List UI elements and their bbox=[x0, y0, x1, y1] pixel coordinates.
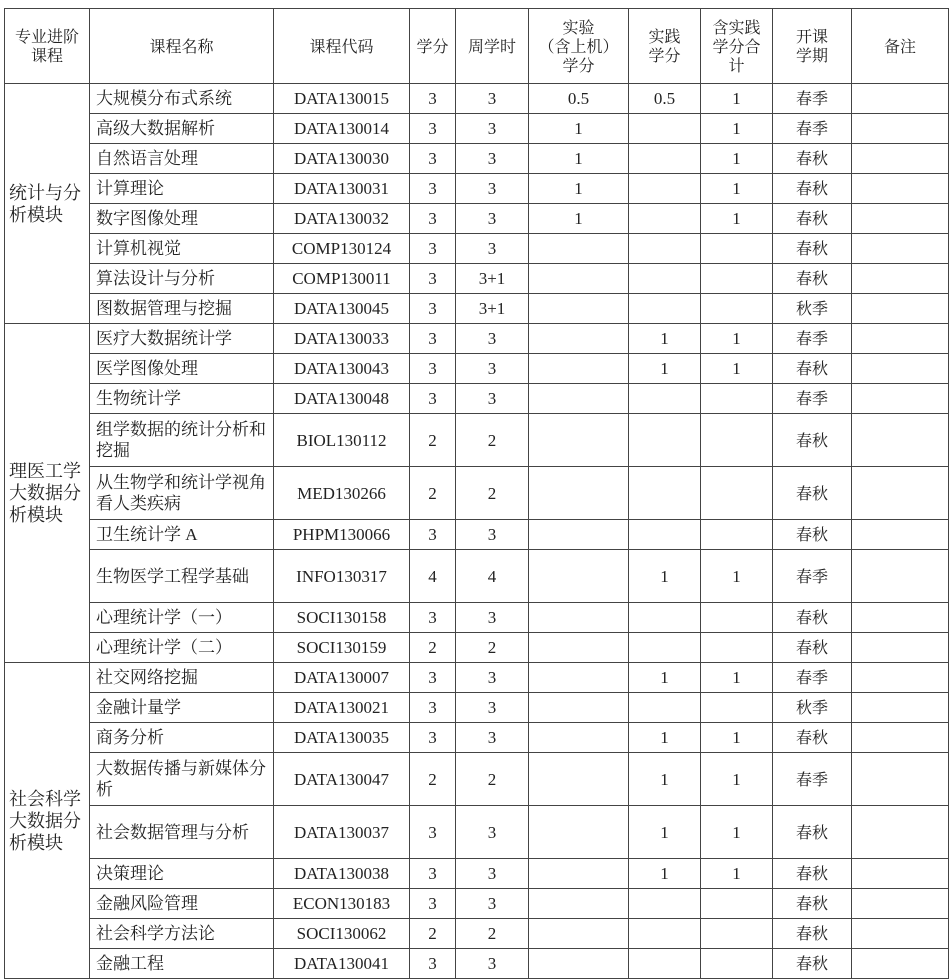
course-name-cell: 大规模分布式系统 bbox=[90, 84, 274, 114]
course-code-cell: DATA130035 bbox=[274, 723, 410, 753]
term-cell: 春秋 bbox=[773, 633, 852, 663]
header-credits: 学分 bbox=[410, 9, 456, 84]
term-cell: 春季 bbox=[773, 324, 852, 354]
total-practice-cell: 1 bbox=[701, 84, 773, 114]
weekly-hours-cell: 3 bbox=[456, 663, 529, 693]
course-code-cell: PHPM130066 bbox=[274, 520, 410, 550]
notes-cell bbox=[852, 919, 949, 949]
term-cell: 春季 bbox=[773, 663, 852, 693]
total-practice-cell: 1 bbox=[701, 144, 773, 174]
practice-credits-cell bbox=[629, 414, 701, 467]
course-code-cell: DATA130030 bbox=[274, 144, 410, 174]
practice-credits-cell: 1 bbox=[629, 859, 701, 889]
total-practice-cell: 1 bbox=[701, 174, 773, 204]
table-header bbox=[5, 9, 949, 84]
course-name-cell: 生物统计学 bbox=[90, 384, 274, 414]
credits-cell: 3 bbox=[410, 603, 456, 633]
lab-credits-cell bbox=[529, 859, 629, 889]
weekly-hours-cell: 3 bbox=[456, 384, 529, 414]
total-practice-cell bbox=[701, 467, 773, 520]
practice-credits-cell bbox=[629, 889, 701, 919]
course-name-cell: 大数据传播与新媒体分析 bbox=[90, 753, 274, 806]
lab-credits-cell: 1 bbox=[529, 174, 629, 204]
table-row bbox=[5, 114, 949, 144]
credits-cell: 3 bbox=[410, 949, 456, 979]
weekly-hours-cell: 3 bbox=[456, 693, 529, 723]
lab-credits-cell: 0.5 bbox=[529, 84, 629, 114]
course-name-cell: 图数据管理与挖掘 bbox=[90, 294, 274, 324]
notes-cell bbox=[852, 520, 949, 550]
course-code-cell: INFO130317 bbox=[274, 550, 410, 603]
course-name-cell: 决策理论 bbox=[90, 859, 274, 889]
table-row bbox=[5, 84, 949, 114]
table-row bbox=[5, 324, 949, 354]
header-course-name: 课程名称 bbox=[90, 9, 274, 84]
total-practice-cell: 1 bbox=[701, 204, 773, 234]
table-row bbox=[5, 859, 949, 889]
weekly-hours-cell: 3 bbox=[456, 144, 529, 174]
total-practice-cell bbox=[701, 693, 773, 723]
course-code-cell: COMP130011 bbox=[274, 264, 410, 294]
total-practice-cell bbox=[701, 603, 773, 633]
module-cell: 理医工学大数据分析模块 bbox=[5, 324, 90, 663]
notes-cell bbox=[852, 663, 949, 693]
total-practice-cell bbox=[701, 264, 773, 294]
credits-cell: 3 bbox=[410, 204, 456, 234]
weekly-hours-cell: 3+1 bbox=[456, 294, 529, 324]
lab-credits-cell bbox=[529, 354, 629, 384]
course-code-cell: COMP130124 bbox=[274, 234, 410, 264]
credits-cell: 3 bbox=[410, 384, 456, 414]
total-practice-cell bbox=[701, 633, 773, 663]
notes-cell bbox=[852, 723, 949, 753]
practice-credits-cell bbox=[629, 114, 701, 144]
credits-cell: 3 bbox=[410, 234, 456, 264]
course-name-cell: 从生物学和统计学视角看人类疾病 bbox=[90, 467, 274, 520]
credits-cell: 3 bbox=[410, 806, 456, 859]
weekly-hours-cell: 3 bbox=[456, 859, 529, 889]
total-practice-cell: 1 bbox=[701, 806, 773, 859]
course-name-cell: 计算机视觉 bbox=[90, 234, 274, 264]
table-body bbox=[5, 84, 949, 979]
course-code-cell: SOCI130158 bbox=[274, 603, 410, 633]
practice-credits-cell: 0.5 bbox=[629, 84, 701, 114]
practice-credits-cell bbox=[629, 174, 701, 204]
term-cell: 春秋 bbox=[773, 949, 852, 979]
course-name-cell: 医疗大数据统计学 bbox=[90, 324, 274, 354]
total-practice-cell bbox=[701, 520, 773, 550]
course-name-cell: 数字图像处理 bbox=[90, 204, 274, 234]
term-cell: 春季 bbox=[773, 550, 852, 603]
course-code-cell: MED130266 bbox=[274, 467, 410, 520]
course-name-cell: 商务分析 bbox=[90, 723, 274, 753]
credits-cell: 3 bbox=[410, 354, 456, 384]
weekly-hours-cell: 3+1 bbox=[456, 264, 529, 294]
course-code-cell: DATA130015 bbox=[274, 84, 410, 114]
practice-credits-cell: 1 bbox=[629, 354, 701, 384]
course-code-cell: DATA130032 bbox=[274, 204, 410, 234]
course-name-cell: 金融风险管理 bbox=[90, 889, 274, 919]
practice-credits-cell: 1 bbox=[629, 550, 701, 603]
weekly-hours-cell: 3 bbox=[456, 324, 529, 354]
table-row bbox=[5, 889, 949, 919]
header-lab-credits: 实验 （含上机） 学分 bbox=[529, 9, 629, 84]
term-cell: 春秋 bbox=[773, 467, 852, 520]
course-code-cell: DATA130043 bbox=[274, 354, 410, 384]
term-cell: 秋季 bbox=[773, 294, 852, 324]
lab-credits-cell bbox=[529, 414, 629, 467]
course-name-cell: 生物医学工程学基础 bbox=[90, 550, 274, 603]
table-row bbox=[5, 753, 949, 806]
header-module: 专业进阶 课程 bbox=[5, 9, 90, 84]
course-name-cell: 社交网络挖掘 bbox=[90, 663, 274, 693]
credits-cell: 3 bbox=[410, 144, 456, 174]
header-course-code: 课程代码 bbox=[274, 9, 410, 84]
credits-cell: 3 bbox=[410, 84, 456, 114]
notes-cell bbox=[852, 294, 949, 324]
term-cell: 春秋 bbox=[773, 264, 852, 294]
credits-cell: 2 bbox=[410, 467, 456, 520]
lab-credits-cell bbox=[529, 603, 629, 633]
weekly-hours-cell: 3 bbox=[456, 806, 529, 859]
header-row bbox=[5, 9, 949, 84]
course-code-cell: BIOL130112 bbox=[274, 414, 410, 467]
notes-cell bbox=[852, 204, 949, 234]
notes-cell bbox=[852, 354, 949, 384]
total-practice-cell bbox=[701, 234, 773, 264]
course-code-cell: DATA130045 bbox=[274, 294, 410, 324]
credits-cell: 2 bbox=[410, 414, 456, 467]
lab-credits-cell bbox=[529, 919, 629, 949]
lab-credits-cell bbox=[529, 633, 629, 663]
practice-credits-cell bbox=[629, 467, 701, 520]
table-row bbox=[5, 806, 949, 859]
term-cell: 春秋 bbox=[773, 144, 852, 174]
notes-cell bbox=[852, 889, 949, 919]
course-code-cell: DATA130037 bbox=[274, 806, 410, 859]
notes-cell bbox=[852, 114, 949, 144]
total-practice-cell: 1 bbox=[701, 753, 773, 806]
course-name-cell: 医学图像处理 bbox=[90, 354, 274, 384]
credits-cell: 3 bbox=[410, 693, 456, 723]
notes-cell bbox=[852, 949, 949, 979]
course-code-cell: DATA130033 bbox=[274, 324, 410, 354]
lab-credits-cell bbox=[529, 384, 629, 414]
notes-cell bbox=[852, 753, 949, 806]
practice-credits-cell bbox=[629, 264, 701, 294]
practice-credits-cell bbox=[629, 384, 701, 414]
credits-cell: 3 bbox=[410, 264, 456, 294]
lab-credits-cell bbox=[529, 663, 629, 693]
credits-cell: 2 bbox=[410, 633, 456, 663]
practice-credits-cell: 1 bbox=[629, 663, 701, 693]
weekly-hours-cell: 3 bbox=[456, 723, 529, 753]
practice-credits-cell bbox=[629, 520, 701, 550]
course-code-cell: DATA130041 bbox=[274, 949, 410, 979]
practice-credits-cell: 1 bbox=[629, 723, 701, 753]
course-name-cell: 组学数据的统计分析和挖掘 bbox=[90, 414, 274, 467]
credits-cell: 3 bbox=[410, 723, 456, 753]
header-practice-credits: 实践 学分 bbox=[629, 9, 701, 84]
lab-credits-cell bbox=[529, 949, 629, 979]
credits-cell: 3 bbox=[410, 114, 456, 144]
practice-credits-cell bbox=[629, 919, 701, 949]
weekly-hours-cell: 3 bbox=[456, 114, 529, 144]
course-name-cell: 社会数据管理与分析 bbox=[90, 806, 274, 859]
course-code-cell: SOCI130159 bbox=[274, 633, 410, 663]
notes-cell bbox=[852, 84, 949, 114]
course-code-cell: SOCI130062 bbox=[274, 919, 410, 949]
lab-credits-cell bbox=[529, 520, 629, 550]
table-row bbox=[5, 294, 949, 324]
table-row bbox=[5, 633, 949, 663]
notes-cell bbox=[852, 324, 949, 354]
course-name-cell: 算法设计与分析 bbox=[90, 264, 274, 294]
total-practice-cell: 1 bbox=[701, 324, 773, 354]
table-row bbox=[5, 949, 949, 979]
weekly-hours-cell: 3 bbox=[456, 520, 529, 550]
table-row bbox=[5, 723, 949, 753]
total-practice-cell: 1 bbox=[701, 114, 773, 144]
total-practice-cell: 1 bbox=[701, 550, 773, 603]
total-practice-cell: 1 bbox=[701, 663, 773, 693]
practice-credits-cell: 1 bbox=[629, 324, 701, 354]
table-row bbox=[5, 603, 949, 633]
table-row bbox=[5, 174, 949, 204]
term-cell: 春秋 bbox=[773, 234, 852, 264]
total-practice-cell bbox=[701, 414, 773, 467]
notes-cell bbox=[852, 633, 949, 663]
header-total-practice: 含实践 学分合 计 bbox=[701, 9, 773, 84]
term-cell: 春秋 bbox=[773, 603, 852, 633]
module-cell: 社会科学大数据分析模块 bbox=[5, 663, 90, 979]
term-cell: 春季 bbox=[773, 384, 852, 414]
practice-credits-cell bbox=[629, 693, 701, 723]
course-code-cell: DATA130047 bbox=[274, 753, 410, 806]
lab-credits-cell bbox=[529, 723, 629, 753]
lab-credits-cell bbox=[529, 264, 629, 294]
weekly-hours-cell: 3 bbox=[456, 84, 529, 114]
lab-credits-cell bbox=[529, 889, 629, 919]
term-cell: 春秋 bbox=[773, 859, 852, 889]
credits-cell: 3 bbox=[410, 889, 456, 919]
total-practice-cell bbox=[701, 294, 773, 324]
lab-credits-cell bbox=[529, 693, 629, 723]
term-cell: 春秋 bbox=[773, 806, 852, 859]
credits-cell: 3 bbox=[410, 859, 456, 889]
notes-cell bbox=[852, 174, 949, 204]
practice-credits-cell bbox=[629, 144, 701, 174]
course-code-cell: ECON130183 bbox=[274, 889, 410, 919]
practice-credits-cell: 1 bbox=[629, 753, 701, 806]
header-term: 开课 学期 bbox=[773, 9, 852, 84]
table-row bbox=[5, 354, 949, 384]
lab-credits-cell bbox=[529, 234, 629, 264]
term-cell: 秋季 bbox=[773, 693, 852, 723]
table-row bbox=[5, 467, 949, 520]
module-cell: 统计与分析模块 bbox=[5, 84, 90, 324]
weekly-hours-cell: 3 bbox=[456, 603, 529, 633]
lab-credits-cell bbox=[529, 550, 629, 603]
practice-credits-cell bbox=[629, 294, 701, 324]
practice-credits-cell bbox=[629, 603, 701, 633]
weekly-hours-cell: 2 bbox=[456, 919, 529, 949]
lab-credits-cell: 1 bbox=[529, 144, 629, 174]
term-cell: 春秋 bbox=[773, 204, 852, 234]
table-row bbox=[5, 144, 949, 174]
course-name-cell: 计算理论 bbox=[90, 174, 274, 204]
course-name-cell: 金融工程 bbox=[90, 949, 274, 979]
weekly-hours-cell: 2 bbox=[456, 414, 529, 467]
table-row bbox=[5, 264, 949, 294]
table-row bbox=[5, 919, 949, 949]
table-row bbox=[5, 414, 949, 467]
notes-cell bbox=[852, 859, 949, 889]
notes-cell bbox=[852, 603, 949, 633]
total-practice-cell: 1 bbox=[701, 354, 773, 384]
table-row bbox=[5, 663, 949, 693]
course-table bbox=[4, 8, 949, 979]
lab-credits-cell bbox=[529, 324, 629, 354]
total-practice-cell: 1 bbox=[701, 859, 773, 889]
term-cell: 春季 bbox=[773, 753, 852, 806]
term-cell: 春秋 bbox=[773, 354, 852, 384]
practice-credits-cell bbox=[629, 633, 701, 663]
course-name-cell: 卫生统计学 A bbox=[90, 520, 274, 550]
header-notes: 备注 bbox=[852, 9, 949, 84]
notes-cell bbox=[852, 264, 949, 294]
weekly-hours-cell: 2 bbox=[456, 467, 529, 520]
notes-cell bbox=[852, 414, 949, 467]
total-practice-cell: 1 bbox=[701, 723, 773, 753]
weekly-hours-cell: 3 bbox=[456, 889, 529, 919]
table-row bbox=[5, 204, 949, 234]
course-name-cell: 社会科学方法论 bbox=[90, 919, 274, 949]
term-cell: 春秋 bbox=[773, 889, 852, 919]
weekly-hours-cell: 3 bbox=[456, 174, 529, 204]
lab-credits-cell bbox=[529, 806, 629, 859]
table-row bbox=[5, 693, 949, 723]
practice-credits-cell bbox=[629, 949, 701, 979]
course-code-cell: DATA130031 bbox=[274, 174, 410, 204]
term-cell: 春季 bbox=[773, 114, 852, 144]
table-row bbox=[5, 234, 949, 264]
weekly-hours-cell: 3 bbox=[456, 949, 529, 979]
course-code-cell: DATA130007 bbox=[274, 663, 410, 693]
practice-credits-cell: 1 bbox=[629, 806, 701, 859]
weekly-hours-cell: 3 bbox=[456, 234, 529, 264]
course-name-cell: 心理统计学（二） bbox=[90, 633, 274, 663]
header-weekly-hours: 周学时 bbox=[456, 9, 529, 84]
course-name-cell: 自然语言处理 bbox=[90, 144, 274, 174]
course-code-cell: DATA130014 bbox=[274, 114, 410, 144]
term-cell: 春季 bbox=[773, 84, 852, 114]
total-practice-cell bbox=[701, 384, 773, 414]
total-practice-cell bbox=[701, 949, 773, 979]
table-row bbox=[5, 384, 949, 414]
practice-credits-cell bbox=[629, 204, 701, 234]
credits-cell: 2 bbox=[410, 919, 456, 949]
credits-cell: 3 bbox=[410, 174, 456, 204]
credits-cell: 2 bbox=[410, 753, 456, 806]
weekly-hours-cell: 4 bbox=[456, 550, 529, 603]
course-code-cell: DATA130038 bbox=[274, 859, 410, 889]
term-cell: 春秋 bbox=[773, 723, 852, 753]
notes-cell bbox=[852, 550, 949, 603]
course-code-cell: DATA130021 bbox=[274, 693, 410, 723]
lab-credits-cell bbox=[529, 753, 629, 806]
lab-credits-cell: 1 bbox=[529, 204, 629, 234]
term-cell: 春秋 bbox=[773, 520, 852, 550]
credits-cell: 3 bbox=[410, 520, 456, 550]
credits-cell: 3 bbox=[410, 294, 456, 324]
term-cell: 春秋 bbox=[773, 174, 852, 204]
total-practice-cell bbox=[701, 889, 773, 919]
weekly-hours-cell: 2 bbox=[456, 753, 529, 806]
table-row bbox=[5, 520, 949, 550]
course-code-cell: DATA130048 bbox=[274, 384, 410, 414]
notes-cell bbox=[852, 693, 949, 723]
total-practice-cell bbox=[701, 919, 773, 949]
term-cell: 春秋 bbox=[773, 919, 852, 949]
term-cell: 春秋 bbox=[773, 414, 852, 467]
notes-cell bbox=[852, 467, 949, 520]
course-name-cell: 金融计量学 bbox=[90, 693, 274, 723]
credits-cell: 4 bbox=[410, 550, 456, 603]
credits-cell: 3 bbox=[410, 663, 456, 693]
weekly-hours-cell: 3 bbox=[456, 354, 529, 384]
practice-credits-cell bbox=[629, 234, 701, 264]
weekly-hours-cell: 3 bbox=[456, 204, 529, 234]
lab-credits-cell bbox=[529, 294, 629, 324]
table-row bbox=[5, 550, 949, 603]
notes-cell bbox=[852, 144, 949, 174]
course-name-cell: 心理统计学（一） bbox=[90, 603, 274, 633]
lab-credits-cell bbox=[529, 467, 629, 520]
weekly-hours-cell: 2 bbox=[456, 633, 529, 663]
notes-cell bbox=[852, 234, 949, 264]
notes-cell bbox=[852, 384, 949, 414]
credits-cell: 3 bbox=[410, 324, 456, 354]
notes-cell bbox=[852, 806, 949, 859]
lab-credits-cell: 1 bbox=[529, 114, 629, 144]
course-name-cell: 高级大数据解析 bbox=[90, 114, 274, 144]
